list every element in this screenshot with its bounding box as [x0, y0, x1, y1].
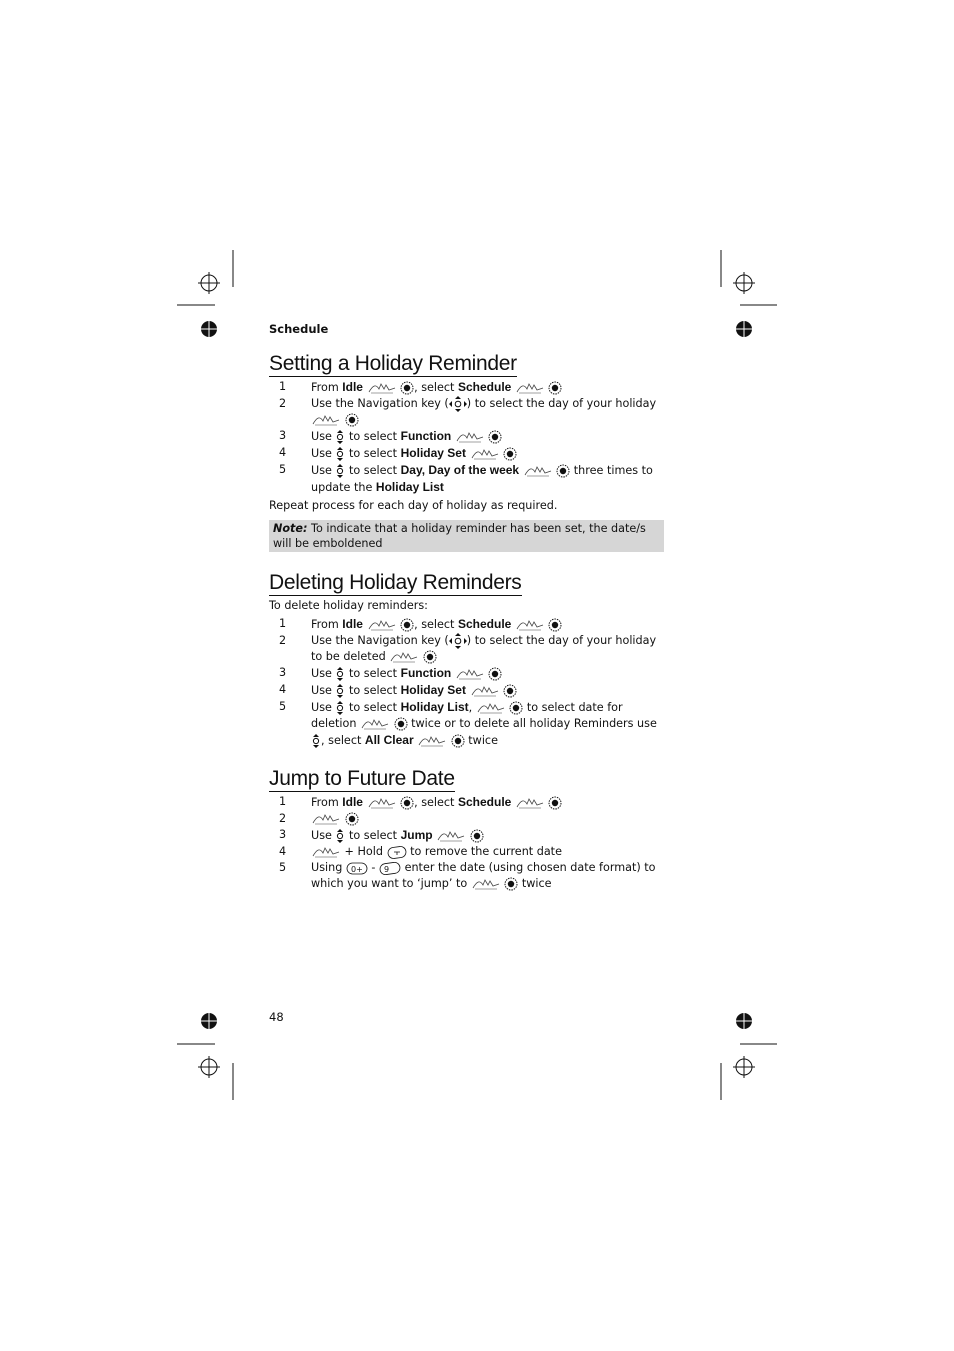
step-fragment: Use [311, 701, 336, 714]
note-fragment: To indicate that a holiday reminder has been set, the date/s will be emboldened [273, 522, 646, 550]
step-fragment: , select [414, 381, 458, 394]
ok-key-icon [345, 413, 359, 427]
navigation-key-icon [449, 633, 467, 649]
step-fragment: enter the date (using chosen date format) to which you want to ‘jump’ to [311, 861, 656, 890]
step-fragment: Use [311, 667, 336, 680]
step-text [311, 428, 664, 445]
step-number: 1 [279, 380, 287, 393]
list-item [269, 665, 664, 682]
step-number: 1 [279, 617, 287, 630]
softkey-hand-icon [367, 796, 397, 810]
step-fragment: + Hold [341, 845, 387, 858]
ok-key-icon [451, 734, 465, 748]
section-deleting-holiday-reminders [269, 571, 664, 749]
ok-key-icon [423, 650, 437, 664]
navigation-key-icon [449, 396, 467, 412]
registration-dot-icon [735, 320, 753, 338]
step-fragment: From [311, 618, 343, 631]
repeat-text: Repeat process for each day of holiday as required. [269, 499, 558, 512]
key-term: Function [400, 429, 452, 443]
softkey-hand-icon [311, 812, 341, 826]
list-item [269, 445, 664, 462]
step-text [311, 633, 664, 665]
step-text [311, 794, 664, 811]
step-fragment: to select [345, 701, 401, 714]
key-term: Jump [400, 828, 433, 842]
ok-key-icon [400, 381, 414, 395]
step-fragment: to select [345, 684, 401, 697]
key-term: Holiday List [400, 700, 469, 714]
step-fragment: Use the Navigation key ( [311, 634, 449, 647]
key-term: Schedule [458, 617, 512, 631]
softkey-hand-icon [515, 381, 545, 395]
step-text [311, 699, 664, 749]
step-fragment: From [311, 381, 343, 394]
section-title: Deleting Holiday Reminders [269, 571, 522, 594]
list-item [269, 682, 664, 699]
key-term: Holiday Set [400, 446, 466, 460]
svg-text:0+: 0+ [350, 864, 363, 874]
step-fragment: to select [345, 447, 401, 460]
key-term: Function [400, 666, 452, 680]
registration-dot-icon [200, 320, 218, 338]
step-fragment: to select [345, 430, 401, 443]
ok-key-icon [548, 381, 562, 395]
step-text [311, 616, 664, 633]
ok-key-icon [400, 796, 414, 810]
ok-key-icon [504, 877, 518, 891]
up-down-key-icon [335, 828, 345, 844]
step-text [311, 827, 664, 844]
step-fragment: three times to update the [311, 464, 653, 494]
step-number: 3 [279, 429, 287, 442]
list-item [269, 462, 664, 496]
step-number: 1 [279, 795, 287, 808]
step-fragment: Use [311, 464, 336, 477]
up-down-key-icon [335, 700, 345, 716]
step-number: 3 [279, 828, 287, 841]
step-number: 4 [279, 446, 287, 459]
softkey-hand-icon [471, 877, 501, 891]
softkey-hand-icon [455, 430, 485, 444]
clear-key-icon [387, 846, 407, 859]
step-fragment: to remove the current date [406, 845, 562, 858]
softkey-hand-icon [515, 618, 545, 632]
softkey-hand-icon [311, 845, 341, 859]
key-term: Idle [342, 795, 363, 809]
step-text [311, 379, 664, 396]
ok-key-icon [488, 667, 502, 681]
step-number: 5 [279, 463, 287, 476]
list-item [269, 428, 664, 445]
list-item [269, 396, 664, 428]
step-fragment: twice [464, 734, 498, 747]
step-text [311, 860, 664, 892]
registration-target-icon [198, 272, 220, 294]
step-number: 4 [279, 683, 287, 696]
step-fragment: , select [414, 796, 458, 809]
ok-key-icon [345, 812, 359, 826]
intro-text: To delete holiday reminders: [269, 599, 428, 612]
ok-key-icon [394, 717, 408, 731]
list-item [269, 844, 664, 860]
step-fragment: Use [311, 447, 336, 460]
softkey-hand-icon [523, 464, 553, 478]
step-fragment: to select date for deletion [311, 701, 623, 730]
registration-dot-icon [200, 1012, 218, 1030]
step-list [269, 616, 664, 749]
list-item [269, 379, 664, 396]
softkey-hand-icon [417, 734, 447, 748]
step-text [311, 811, 664, 827]
section-title: Jump to Future Date [269, 767, 455, 790]
step-fragment: to select [345, 464, 401, 477]
step-fragment: , select [414, 618, 458, 631]
step-text [311, 682, 664, 699]
step-fragment: ) to select the day of your holiday to be deleted [311, 634, 657, 663]
list-item [269, 794, 664, 811]
svg-text:9: 9 [384, 864, 390, 874]
ok-key-icon [556, 464, 570, 478]
step-fragment: twice [518, 877, 552, 890]
key-term: Holiday Set [400, 683, 466, 697]
list-item [269, 633, 664, 665]
ok-key-icon [400, 618, 414, 632]
step-fragment: Use [311, 684, 336, 697]
section-setting-holiday-reminder [269, 352, 664, 552]
step-number: 2 [279, 634, 287, 647]
step-number: 5 [279, 861, 287, 874]
nine-key-icon [379, 862, 401, 875]
key-term: Idle [342, 617, 363, 631]
up-down-key-icon [335, 463, 345, 479]
running-head: Schedule [269, 322, 329, 336]
up-down-key-icon [311, 733, 321, 749]
softkey-hand-icon [476, 701, 506, 715]
up-down-key-icon [335, 446, 345, 462]
step-fragment: - [367, 861, 380, 874]
manual-page [269, 322, 664, 890]
step-fragment: From [311, 796, 343, 809]
note-fragment: Note: [273, 522, 308, 535]
key-term: All Clear [364, 733, 414, 747]
softkey-hand-icon [455, 667, 485, 681]
step-text [311, 396, 664, 428]
ok-key-icon [503, 447, 517, 461]
softkey-hand-icon [360, 717, 390, 731]
step-text [311, 462, 664, 496]
ok-key-icon [488, 430, 502, 444]
list-item [269, 699, 664, 749]
ok-key-icon [548, 618, 562, 632]
softkey-hand-icon [367, 381, 397, 395]
softkey-hand-icon [470, 684, 500, 698]
step-text [311, 665, 664, 682]
softkey-hand-icon [367, 618, 397, 632]
step-fragment: , [468, 701, 473, 714]
list-item [269, 616, 664, 633]
step-text [311, 844, 664, 860]
softkey-hand-icon [389, 650, 419, 664]
step-number: 4 [279, 845, 287, 858]
registration-dot-icon [735, 1012, 753, 1030]
key-term: Schedule [458, 795, 512, 809]
key-term: Day, Day of the week [400, 463, 520, 477]
step-text [311, 445, 664, 462]
ok-key-icon [548, 796, 562, 810]
ok-key-icon [509, 701, 523, 715]
registration-target-icon [198, 1056, 220, 1078]
softkey-hand-icon [515, 796, 545, 810]
up-down-key-icon [335, 683, 345, 699]
step-fragment: to select [345, 667, 401, 680]
list-item [269, 811, 664, 827]
list-item [269, 827, 664, 844]
step-list [269, 794, 664, 892]
step-fragment: twice or to delete all holiday Reminders use [407, 717, 657, 730]
page-number: 48 [269, 1010, 284, 1024]
list-item [269, 860, 664, 892]
step-list [269, 379, 664, 496]
step-fragment: to select [345, 829, 401, 842]
zero-key-icon [346, 862, 368, 875]
step-number: 5 [279, 700, 287, 713]
step-number: 2 [279, 812, 287, 825]
registration-target-icon [733, 1056, 755, 1078]
softkey-hand-icon [311, 413, 341, 427]
step-fragment: Use [311, 430, 336, 443]
section-jump-to-future-date [269, 767, 664, 892]
ok-key-icon [503, 684, 517, 698]
step-fragment: Use the Navigation key ( [311, 397, 449, 410]
step-number: 3 [279, 666, 287, 679]
up-down-key-icon [335, 429, 345, 445]
section-title: Setting a Holiday Reminder [269, 352, 517, 375]
step-number: 2 [279, 397, 287, 410]
key-term: Idle [342, 380, 363, 394]
up-down-key-icon [335, 666, 345, 682]
softkey-hand-icon [436, 829, 466, 843]
key-term: Schedule [458, 380, 512, 394]
registration-target-icon [733, 272, 755, 294]
step-fragment: ) to select the day of your holiday [466, 397, 657, 410]
step-fragment: Using [311, 861, 346, 874]
ok-key-icon [470, 829, 484, 843]
softkey-hand-icon [470, 447, 500, 461]
step-fragment: , select [321, 734, 365, 747]
step-fragment: Use [311, 829, 336, 842]
key-term: Holiday List [375, 480, 444, 494]
note-box [269, 520, 664, 552]
